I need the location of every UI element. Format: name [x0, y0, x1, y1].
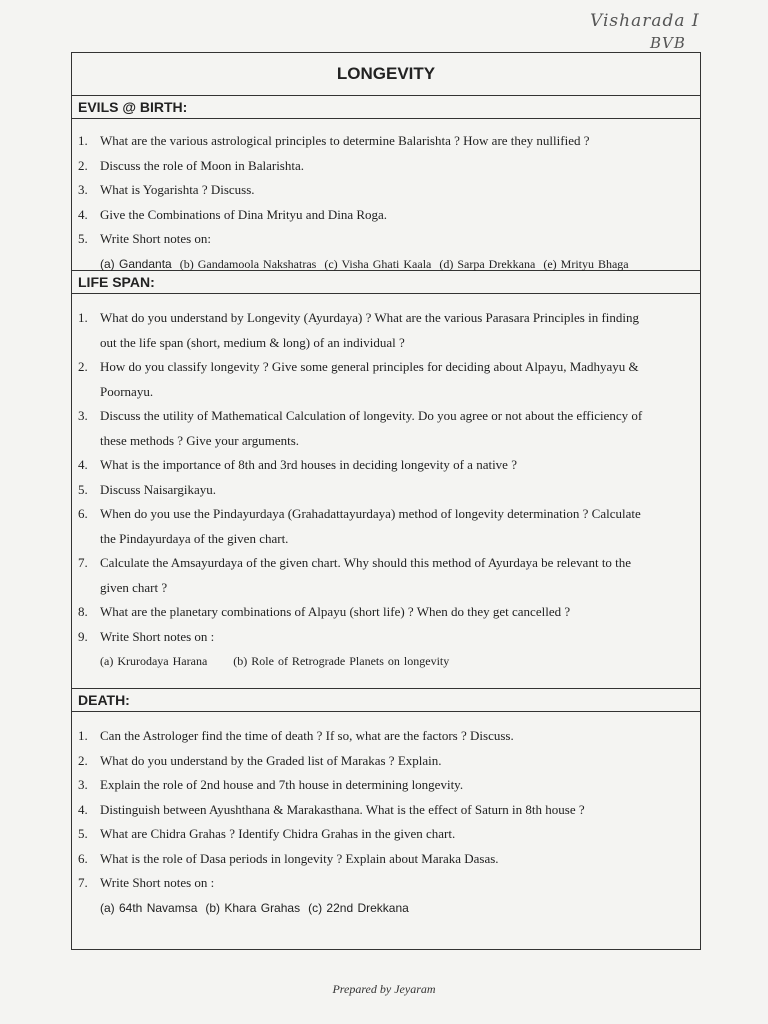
question-item: 4. Give the Combinations of Dina Mrityu and Dina Roga.: [78, 206, 388, 222]
section-heading-lifespan: LIFE SPAN:: [72, 271, 700, 294]
question-item: 2. What do you understand by the Graded list of Marakas ? Explain.: [78, 752, 442, 768]
short-note: (b) Gandamoola Nakshatras: [179, 256, 317, 271]
short-note: (a) Krurodaya Harana: [100, 654, 208, 668]
question-item: 5. Discuss Naisargikayu.: [78, 481, 217, 497]
question-item: 3. Discuss the utility of Mathematical Calculation of longevity. Do you agree or not about the efficiency of these methods ? Give your arguments.: [78, 408, 643, 448]
question-item: 2. How do you classify longevity ? Give some general principles for deciding about Alpayu, Madhyayu & Poornayu.: [78, 359, 639, 399]
short-note: (d) Sarpa Drekkana: [439, 256, 536, 271]
question-item: 7. Write Short notes on :: [78, 875, 215, 890]
footer-credit: Prepared by Jeyaram: [332, 982, 436, 996]
question-item: 9. Write Short notes on :: [78, 628, 215, 644]
question-item: 3. Explain the role of 2nd house and 7th house in determining longevity.: [78, 777, 464, 792]
question-item: 6. What is the role of Dasa periods in longevity ? Explain about Maraka Dasas.: [78, 850, 499, 866]
page-title: LONGEVITY: [72, 53, 700, 96]
question-item: 1. What are the various astrological principles to determine Balarishta ? How are they nullified ?: [78, 133, 590, 148]
question-item: 1. Can the Astrologer find the time of death ? If so, what are the factors ? Discuss.: [78, 728, 514, 743]
handwritten-annotation: [590, 10, 750, 54]
question-item: 8. What are the planetary combinations of Alpayu (short life) ? When do they get cancelled ?: [78, 604, 571, 619]
section-evils: [72, 119, 700, 271]
question-item: 4. Distinguish between Ayushthana & Marakasthana. What is the effect of Saturn in 8th house ?: [78, 801, 585, 817]
short-notes-list: [72, 896, 700, 920]
section-death: [72, 712, 700, 926]
section-heading-evils: EVILS @ BIRTH:: [72, 96, 700, 119]
short-note: (b) Khara Grahas: [205, 900, 301, 915]
question-item: 5. What are Chidra Grahas ? Identify Chidra Grahas in the given chart.: [78, 826, 456, 841]
question-item: 5. Write Short notes on:: [78, 231, 212, 246]
question-sheet: [71, 52, 701, 950]
question-item: 6. When do you use the Pindayurdaya (Grahadattayurdaya) method of longevity determination ? Calculate the Pindayurdaya of the given chart.: [78, 506, 641, 546]
short-note: (c) 22nd Drekkana: [308, 900, 409, 915]
question-item: 4. What is the importance of 8th and 3rd houses in deciding longevity of a native ?: [78, 457, 517, 472]
question-item: 7. Calculate the Amsayurdaya of the given chart. Why should this method of Ayurdaya be relevant to the given chart ?: [78, 555, 632, 595]
section-heading-death: DEATH:: [72, 689, 700, 712]
annotation-line-2: BVB: [650, 34, 686, 52]
short-note: (a) Gandanta: [100, 256, 172, 271]
section-lifespan: [72, 294, 700, 689]
question-item: 1. What do you understand by Longevity (Ayurdaya) ? What are the various Parasara Principles in finding out the life span (short, medium & long) of an individual ?: [78, 310, 639, 350]
short-note: (b) Role of Retrograde Planets on longevity: [233, 654, 450, 668]
short-notes-list: [72, 649, 700, 673]
question-item: 3. What is Yogarishta ? Discuss.: [78, 182, 255, 197]
annotation-line-1: Visharada I: [590, 11, 700, 31]
short-notes-list: [72, 252, 700, 276]
short-note: (a) 64th Navamsa: [100, 900, 198, 915]
short-note: (c) Visha Ghati Kaala: [324, 256, 432, 271]
short-note: (e) Mrityu Bhaga: [543, 256, 629, 271]
question-item: 2. Discuss the role of Moon in Balarishta.: [78, 157, 304, 173]
